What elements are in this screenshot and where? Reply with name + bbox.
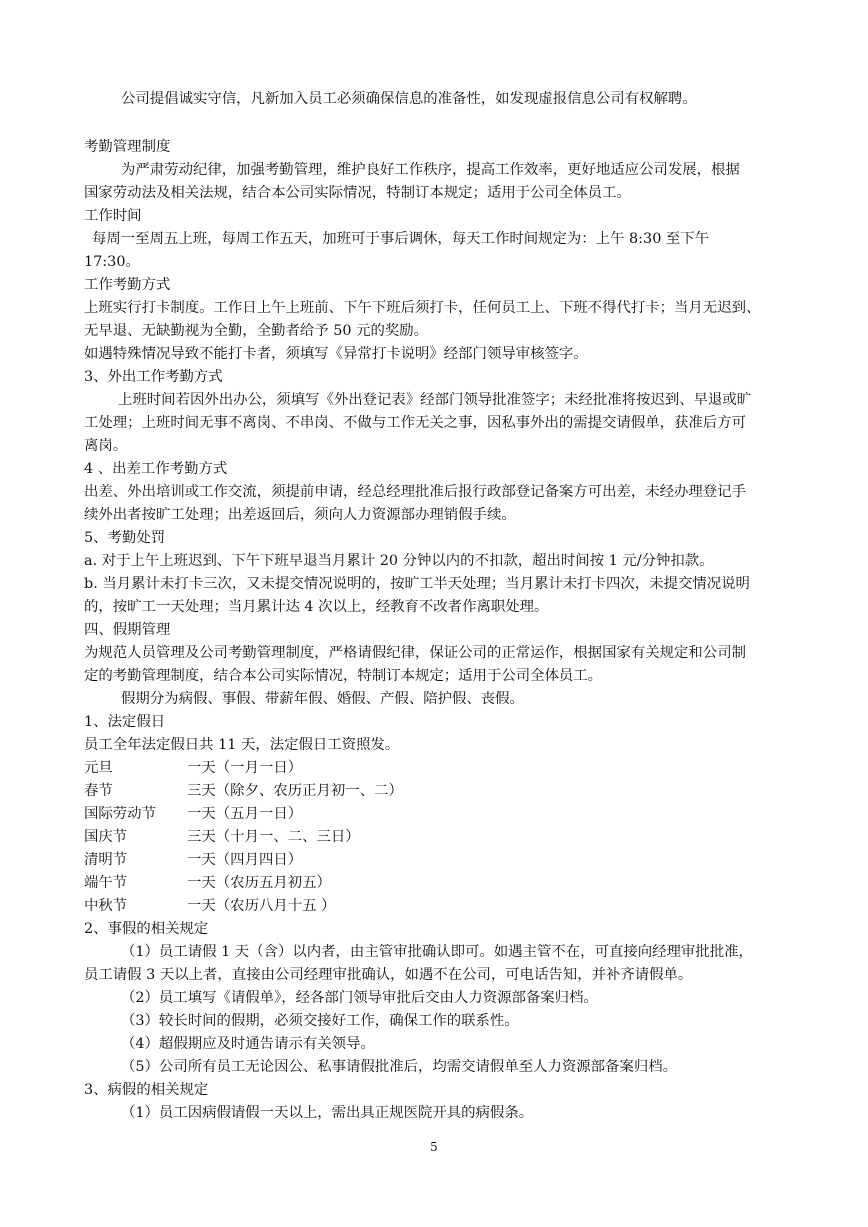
sick-leave-line: （1）员工因病假请假一天以上，需出具正规医院开具的病假条。 [121, 1105, 534, 1121]
statutory-description: 员工全年法定假日共 11 天，法定假日工资照发。 [84, 737, 400, 753]
work-time-line: 17:30。 [84, 254, 140, 270]
method-heading: 工作考勤方式 [84, 277, 171, 293]
trip-line: 出差、外出培训或工作交流，须提前申请，经总经理批准后报行政部登记备案方可出差，未经办理登记手 [84, 484, 746, 500]
penalty-line: 的，按旷工一天处理；当月累计达 4 次以上，经教育不改者作离职处理。 [84, 599, 549, 615]
out-line: 上班时间若因外出办公，须填写《外出登记表》经部门领导批准签字；未经批准将按迟到、早退或旷 [118, 392, 752, 408]
out-heading: 3、外出工作考勤方式 [84, 369, 223, 385]
holiday-name: 春节 [84, 783, 113, 799]
personal-leave-line: （4）超假期应及时通告请示有关领导。 [121, 1036, 375, 1052]
work-time-heading: 工作时间 [84, 208, 142, 224]
holiday-days: 三天（十月一、二、三日） [187, 829, 360, 845]
out-line: 离岗。 [84, 438, 128, 454]
holiday-name: 国庆节 [84, 829, 128, 845]
personal-leave-line: （2）员工填写《请假单》，经各部门领导审批后交由人力资源部备案归档。 [121, 990, 598, 1006]
statutory-heading: 1、法定假日 [84, 714, 166, 730]
sick-leave-heading: 3、病假的相关规定 [84, 1082, 209, 1098]
personal-leave-line: 员工请假 3 天以上者，直接由公司经理审批确认，如遇不在公司，可电话告知，并补齐请假单。 [84, 967, 693, 983]
holiday-days: 一天（四月四日） [187, 852, 303, 868]
holiday-name: 元旦 [84, 760, 113, 776]
holiday-name: 清明节 [84, 852, 128, 868]
intro-paragraph: 公司提倡诚实守信，凡新加入员工必须确保信息的准备性，如发现虚报信息公司有权解聘。 [121, 91, 697, 107]
work-time-line: 每周一至周五上班，每周工作五天，加班可于事后调休，每天工作时间规定为：上午 8:30 至下午 [92, 231, 710, 247]
trip-line: 续外出者按旷工处理；出差返回后，须向人力资源部办理销假手续。 [84, 507, 516, 523]
leave-paragraph-line: 定的考勤管理制度，结合本公司实际情况，特制订本规定；适用于公司全体员工。 [84, 668, 603, 684]
attendance-paragraph-line: 国家劳动法及相关法规，结合本公司实际情况，特制订本规定；适用于公司全体员工。 [84, 185, 631, 201]
leave-heading: 四、假期管理 [84, 622, 171, 638]
penalty-heading: 5、考勤处罚 [84, 530, 166, 546]
attendance-heading: 考勤管理制度 [84, 139, 171, 155]
attendance-paragraph-line: 为严肃劳动纪律，加强考勤管理，维护良好工作秩序，提高工作效率，更好地适应公司发展，根据 [121, 162, 740, 178]
method-line: 无早退、无缺勤视为全勤，全勤者给予 50 元的奖励。 [84, 323, 429, 339]
holiday-name: 端午节 [84, 875, 128, 891]
personal-leave-heading: 2、事假的相关规定 [84, 921, 209, 937]
personal-leave-line: （5）公司所有员工无论因公、私事请假批准后，均需交请假单至人力资源部备案归档。 [121, 1059, 678, 1075]
holiday-name: 中秋节 [84, 898, 128, 914]
holiday-name: 国际劳动节 [84, 806, 156, 822]
personal-leave-line: （3）较长时间的假期，必须交接好工作，确保工作的联系性。 [121, 1013, 519, 1029]
holiday-days: 一天（农历八月十五 ） [187, 898, 336, 914]
holiday-days: 三天（除夕、农历正月初一、二） [187, 783, 403, 799]
penalty-line: a. 对于上午上班迟到、下午下班早退当月累计 20 分钟以内的不扣款，超出时间按 1 元/分钟扣款。 [84, 553, 714, 569]
leave-paragraph-line: 为规范人员管理及公司考勤管理制度，严格请假纪律，保证公司的正常运作，根据国家有关规定和公司制 [84, 645, 746, 661]
holiday-days: 一天（农历五月初五） [187, 875, 331, 891]
method-line: 上班实行打卡制度。工作日上午上班前、下午下班后须打卡，任何员工上、下班不得代打卡；当月无迟到、 [84, 300, 761, 316]
personal-leave-line: （1）员工请假 1 天（含）以内者，由主管审批确认即可。如遇主管不在，可直接向经理审批批准， [121, 944, 753, 960]
leave-types: 假期分为病假、事假、带薪年假、婚假、产假、陪护假、丧假。 [121, 691, 524, 707]
penalty-line: b. 当月累计未打卡三次，又未提交情况说明的，按旷工半天处理；当月累计未打卡四次，未提交情况说明 [84, 576, 750, 592]
method-line: 如遇特殊情况导致不能打卡者，须填写《异常打卡说明》经部门领导审核签字。 [84, 346, 588, 362]
holiday-days: 一天（一月一日） [187, 760, 303, 776]
out-line: 工处理；上班时间无事不离岗、不串岗、不做与工作无关之事，因私事外出的需提交请假单，获准后方可 [84, 415, 746, 431]
holiday-days: 一天（五月一日） [187, 806, 303, 822]
page-number: 5 [430, 1140, 438, 1154]
trip-heading: 4 、出差工作考勤方式 [84, 461, 228, 477]
